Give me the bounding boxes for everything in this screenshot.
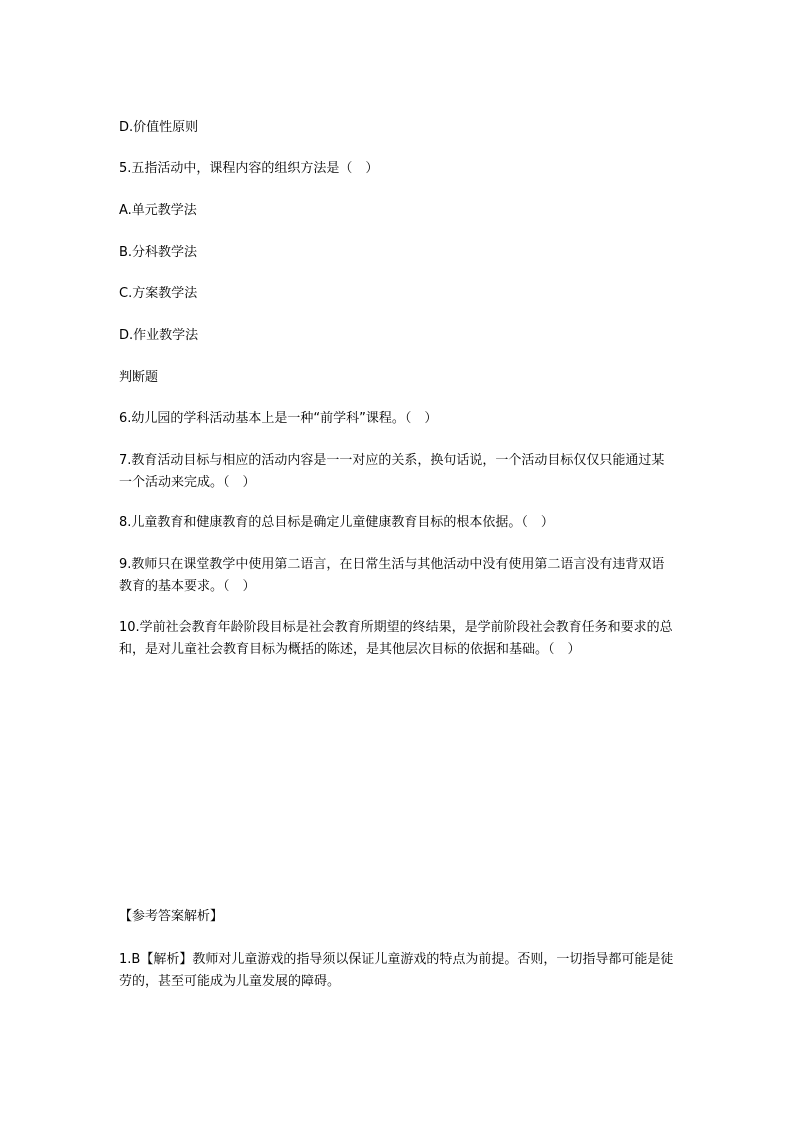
- q5-option-a: A.单元教学法: [119, 203, 197, 218]
- q5-stem: 5.五指活动中，课程内容的组织方法是（ ）: [119, 161, 379, 176]
- question-10: 10.学前社会教育年龄阶段目标是社会教育所期望的终结果，是学前阶段社会教育任务和要求的总和，是对儿童社会教育目标为概括的陈述，是其他层次目标的依据和基础。（ ）: [119, 620, 673, 657]
- question-9: 9.教师只在课堂教学中使用第二语言，在日常生活与其他活动中没有使用第二语言没有违背双语教育的基本要求。（ ）: [119, 557, 665, 594]
- answer-1: 1.B【解析】教师对儿童游戏的指导须以保证儿童游戏的特点为前提。否则，一切指导都可能是徒劳的，甚至可能成为儿童发展的障碍。: [119, 952, 674, 989]
- answer-section-heading: 【参考答案解析】: [119, 909, 224, 924]
- q5-option-c: C.方案教学法: [119, 286, 198, 301]
- question-7: 7.教育活动目标与相应的活动内容是一一对应的关系，换句话说，一个活动目标仅仅只能通过某一个活动来完成。（ ）: [119, 453, 665, 490]
- section-heading-true-false: 判断题: [119, 370, 159, 385]
- question-8: 8.儿童教育和健康教育的总目标是确定儿童健康教育目标的根本依据。（ ）: [119, 515, 554, 530]
- q5-option-b: B.分科教学法: [119, 245, 198, 260]
- q4-option-d: D.价值性原则: [119, 120, 199, 135]
- question-6: 6.幼儿园的学科活动基本上是一种“前学科”课程。（ ）: [119, 411, 438, 426]
- q5-option-d: D.作业教学法: [119, 328, 199, 343]
